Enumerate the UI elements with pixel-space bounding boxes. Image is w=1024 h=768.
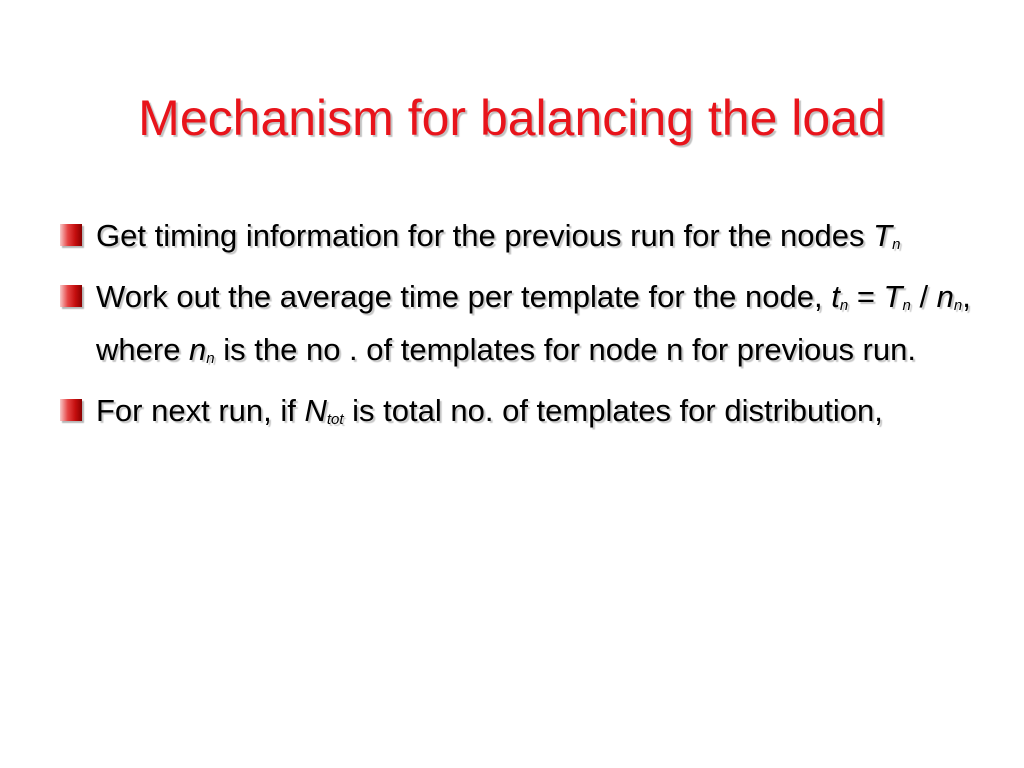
subscript-n: n bbox=[206, 350, 215, 367]
bullet-text-where: , where bbox=[96, 279, 971, 367]
subscript-tot: tot bbox=[326, 411, 344, 428]
bullet-text: Work out the average time per template for the node, bbox=[96, 279, 832, 314]
variable-t: t bbox=[831, 279, 840, 314]
variable-n: n bbox=[189, 332, 207, 367]
variable-n: n bbox=[936, 279, 954, 314]
subscript-n: n bbox=[892, 236, 901, 253]
variable-T: T bbox=[883, 279, 903, 314]
bullet-marker-icon bbox=[60, 285, 82, 307]
equals-sign: = bbox=[848, 279, 884, 314]
subscript-n: n bbox=[902, 297, 911, 314]
slide-title: Mechanism for balancing the load bbox=[138, 90, 886, 146]
bullet-text: For next run, if bbox=[96, 393, 305, 428]
bullet-text-rest: is the no . of templates for node n for previous run. bbox=[214, 332, 916, 367]
bullet-marker-icon bbox=[60, 399, 82, 421]
subscript-n: n bbox=[953, 297, 963, 314]
bullet-text: Get timing information for the previous run for the nodes bbox=[96, 218, 874, 253]
bullet-item-next-run bbox=[58, 389, 988, 442]
bullet-item-timing bbox=[58, 214, 988, 267]
subscript-n: n bbox=[839, 297, 849, 314]
bullet-item-average-time bbox=[58, 275, 988, 381]
variable-T: T bbox=[873, 218, 893, 253]
bullet-list bbox=[58, 214, 988, 442]
bullet-text-rest: is total no. of templates for distribution, bbox=[343, 393, 883, 428]
bullet-marker-icon bbox=[60, 224, 82, 246]
division-slash: / bbox=[910, 279, 937, 314]
variable-N: N bbox=[304, 393, 327, 428]
